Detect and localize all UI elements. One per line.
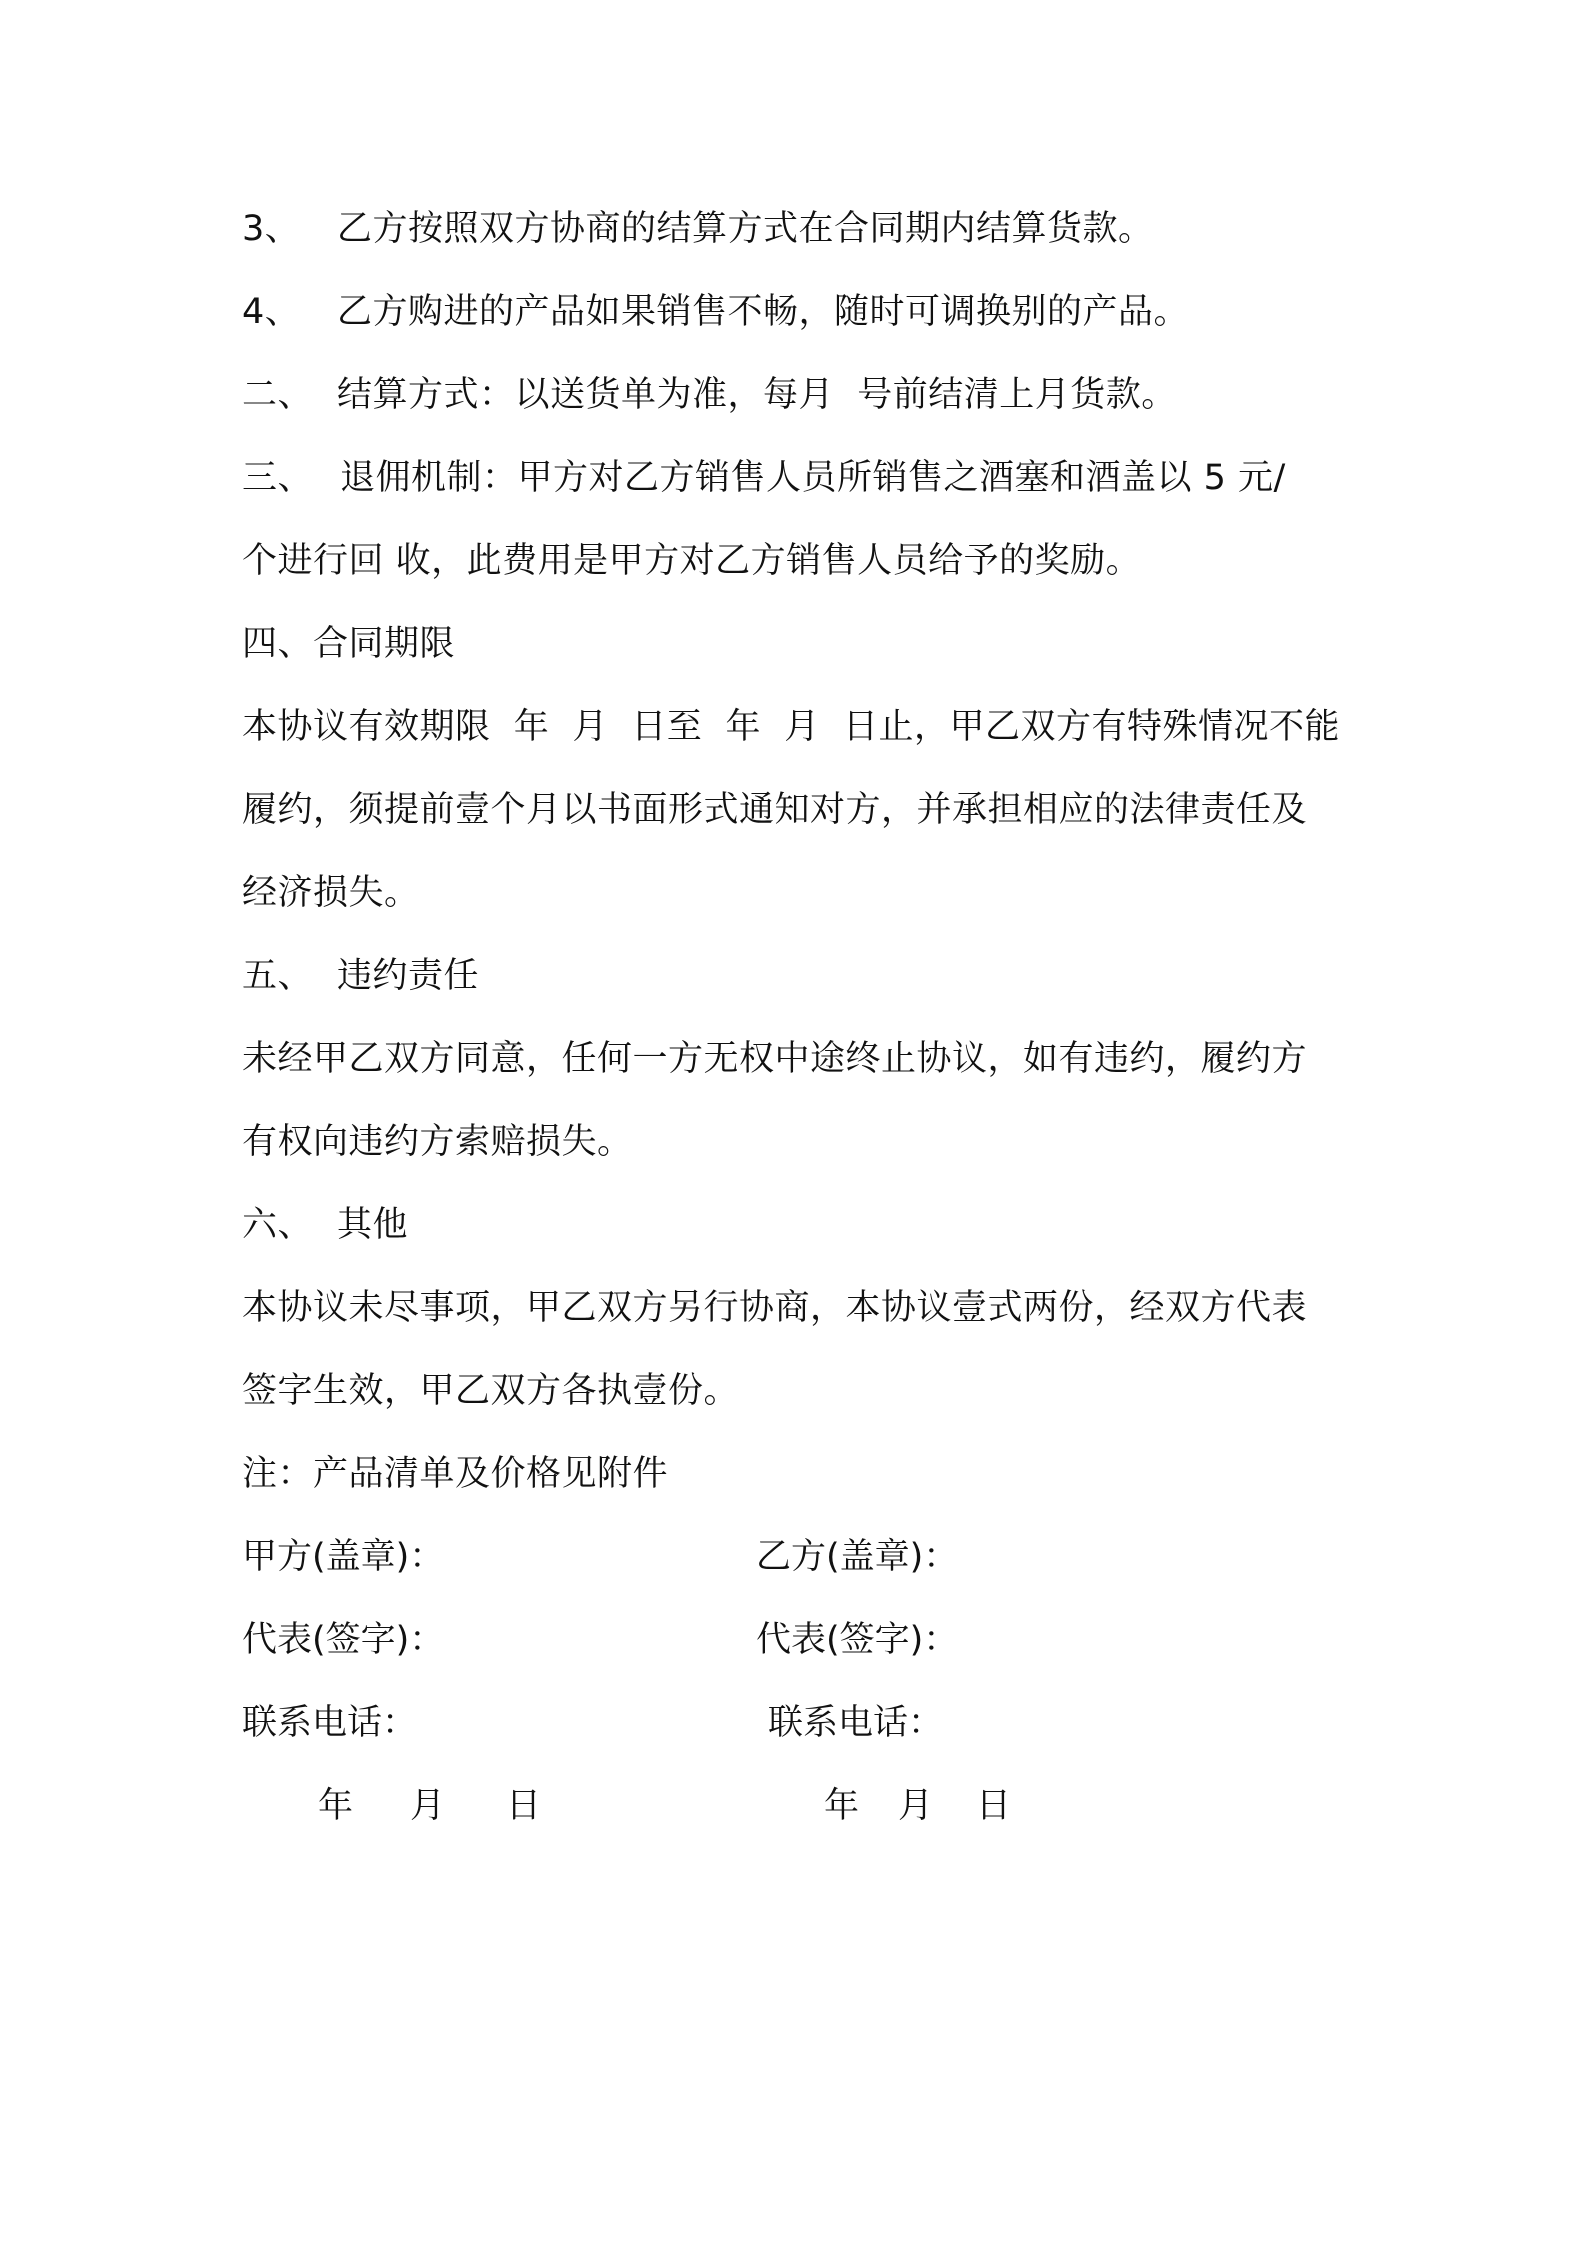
party-a-seal-label: 甲方(盖章)： [242,1537,445,1577]
party-b-date-month: 月 [898,1786,934,1826]
section-6-heading: 其他 [337,1205,409,1245]
section-5-number: 五、 [242,956,314,996]
party-b-representative-label: 代表(签字)： [756,1620,959,1660]
section-2 [242,373,1177,417]
party-a-date-month: 月 [410,1786,446,1826]
section-2-number: 二、 [242,375,314,415]
item-3-text: 乙方按照双方协商的结算方式在合同期内结算货款。 [337,209,1154,249]
section-4-paragraph-line-1: 本协议有效期限 年 月 日至 年 月 日止，甲乙双方有特殊情况不能 [242,707,1341,747]
section-3-text: 退佣机制：甲方对乙方销售人员所销售之酒塞和酒盖以 5 元/ [340,458,1286,498]
section-4-paragraph-line-2: 履约，须提前壹个月以书面形式通知对方，并承担相应的法律责任及 [242,790,1308,830]
section-6-paragraph-line-1: 本协议未尽事项，甲乙双方另行协商，本协议壹式两份，经双方代表 [242,1288,1308,1328]
party-a-date-day: 日 [506,1786,542,1826]
section-2-text: 结算方式：以送货单为准，每月 号前结清上月货款。 [337,375,1177,415]
party-a-phone-label: 联系电话： [242,1703,418,1743]
section-5-heading: 违约责任 [337,956,480,996]
section-6-title [242,1203,408,1247]
item-3-number: 3、 [242,209,301,249]
party-a-representative-label: 代表(签字)： [242,1620,445,1660]
attachment-note: 注：产品清单及价格见附件 [242,1454,669,1494]
section-5-paragraph-line-1: 未经甲乙双方同意，任何一方无权中途终止协议，如有违约，履约方 [242,1039,1308,1079]
party-b-date-year: 年 [824,1786,860,1826]
section-3 [242,456,1286,500]
party-b-phone-label: 联系电话： [768,1703,944,1743]
party-a-date-year: 年 [318,1786,354,1826]
section-5-paragraph-line-2: 有权向违约方索赔损失。 [242,1122,633,1162]
item-4-number: 4、 [242,292,301,332]
section-3-number: 三、 [242,458,314,498]
section-3-continuation: 个进行回 收，此费用是甲方对乙方销售人员给予的奖励。 [242,541,1142,581]
section-4-title: 四、合同期限 [242,624,456,664]
section-6-paragraph-line-2: 签字生效，甲乙双方各执壹份。 [242,1371,740,1411]
section-5-title [242,954,479,998]
item-3 [242,207,1154,251]
item-4 [242,290,1189,334]
party-b-date-day: 日 [976,1786,1012,1826]
item-4-text: 乙方购进的产品如果销售不畅，随时可调换别的产品。 [337,292,1190,332]
section-4-paragraph-line-3: 经济损失。 [242,873,420,913]
party-b-seal-label: 乙方(盖章)： [756,1537,959,1577]
section-6-number: 六、 [242,1205,314,1245]
